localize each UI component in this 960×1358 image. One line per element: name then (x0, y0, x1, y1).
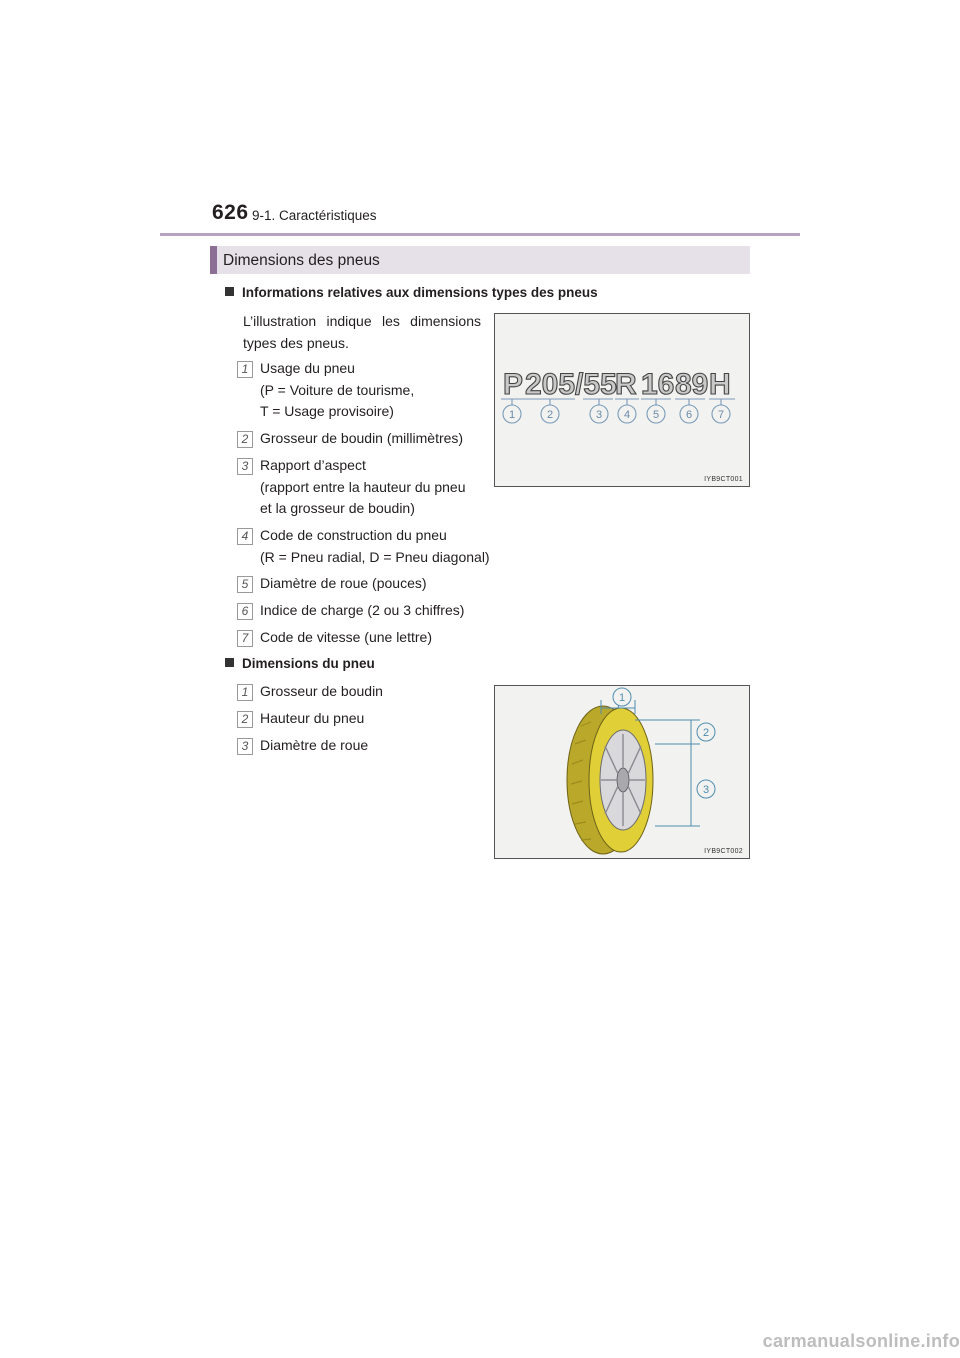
item-line: et la grosseur de boudin) (260, 500, 415, 516)
item-line: Code de construction du pneu (260, 527, 447, 543)
page-number: 626 (212, 201, 249, 224)
code-part-speed: H (709, 368, 731, 401)
section-path: 9-1. Caractéristiques (252, 208, 377, 223)
item-line: Indice de charge (2 ou 3 chiffres) (260, 602, 465, 618)
item-line: Code de vitesse (une lettre) (260, 629, 432, 645)
item-line: Diamètre de roue (260, 737, 369, 753)
callout-1-label: 1 (508, 409, 516, 421)
tire-code-illustration (495, 314, 749, 486)
item-line: Usage du pneu (260, 360, 355, 376)
item-number-badge: 3 (237, 458, 253, 475)
callout-2-label: 2 (702, 727, 710, 739)
list-item-section-width (260, 428, 463, 450)
square-bullet-icon (225, 658, 234, 667)
square-bullet-icon (225, 287, 234, 296)
item-line: (rapport entre la hauteur du pneu (260, 478, 466, 495)
tire-illustration (495, 686, 749, 858)
tire-dimensions-figure (494, 685, 750, 859)
subheading-tire-info-text: Informations relatives aux dimensions types des pneus (242, 285, 598, 300)
code-part-width-ratio: 205/55 (525, 368, 617, 401)
figure-code: IYB9CT002 (704, 848, 743, 855)
list-item-construction-code (260, 525, 490, 568)
item-line: (R = Pneu radial, D = Pneu diagonal) (260, 548, 490, 565)
wheel-hub-shape (617, 768, 629, 792)
list-item-tire-usage (260, 358, 414, 423)
item-line: Rapport d’aspect (260, 457, 366, 473)
item-number-badge: 1 (237, 361, 253, 378)
callout-4-label: 4 (623, 409, 631, 421)
code-part-diameter: 16 (641, 368, 675, 401)
list-item-speed-code (260, 627, 432, 649)
intro-paragraph (243, 311, 481, 354)
subheading-tire-dimensions-text: Dimensions du pneu (242, 656, 375, 671)
item-number-badge: 5 (237, 576, 253, 593)
code-part-usage: P (503, 368, 524, 401)
callout-1-label: 1 (618, 692, 626, 704)
figure-code: IYB9CT001 (704, 476, 743, 483)
item-number-badge: 7 (237, 630, 253, 647)
watermark: carmanualsonline.info (762, 1331, 960, 1351)
callout-3-label: 3 (595, 409, 603, 421)
list-item-aspect-ratio (260, 455, 465, 520)
item-number-badge: 1 (237, 684, 253, 701)
callout-3-label: 3 (702, 784, 710, 796)
code-part-construction: R (615, 368, 637, 401)
item-line: Diamètre de roue (pouces) (260, 575, 427, 591)
callout-7-label: 7 (717, 409, 725, 421)
callout-2-label: 2 (546, 409, 554, 421)
code-part-load-index: 89 (675, 368, 709, 401)
item-line: Hauteur du pneu (260, 710, 365, 726)
list-item-wheel-diameter-2 (260, 735, 368, 757)
tire-size-code-figure (494, 313, 750, 487)
item-line: Grosseur de boudin (millimètres) (260, 430, 464, 446)
subheading-tire-dimensions (225, 656, 375, 671)
list-item-section-width-2 (260, 681, 383, 703)
callout-6-label: 6 (685, 409, 693, 421)
section-title: Dimensions des pneus (223, 252, 380, 269)
item-number-badge: 6 (237, 603, 253, 620)
item-number-badge: 3 (237, 738, 253, 755)
list-item-wheel-diameter (260, 573, 427, 595)
item-number-badge: 2 (237, 711, 253, 728)
subheading-tire-info (225, 285, 598, 300)
list-item-tire-height (260, 708, 364, 730)
list-item-load-index (260, 600, 464, 622)
item-line: (P = Voiture de tourisme, (260, 381, 415, 398)
item-number-badge: 4 (237, 528, 253, 545)
item-number-badge: 2 (237, 431, 253, 448)
item-line: Grosseur de boudin (260, 683, 383, 699)
intro-line-1: L’illustration indique les dimensions (243, 313, 481, 329)
item-line: T = Usage provisoire) (260, 403, 394, 419)
header-divider (160, 233, 800, 236)
intro-line-2: types des pneus. (243, 334, 349, 351)
callout-5-label: 5 (652, 409, 660, 421)
